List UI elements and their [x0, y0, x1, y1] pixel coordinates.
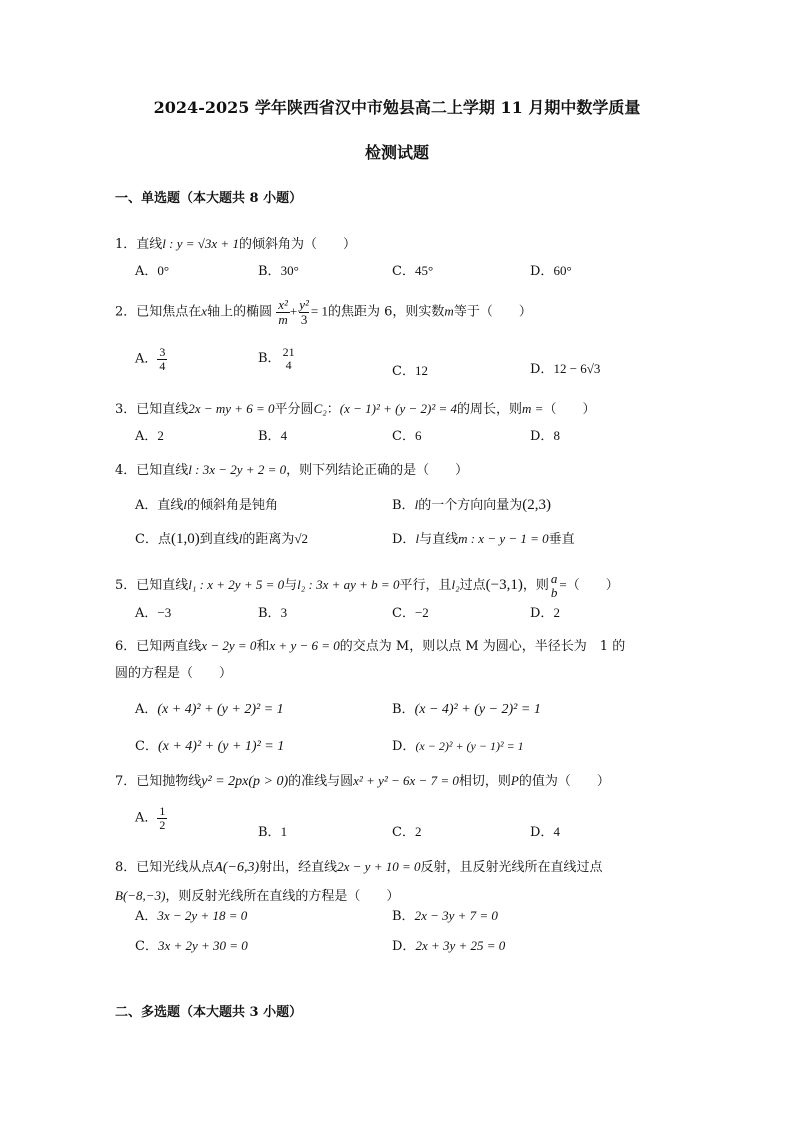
- question-4: 4．已知直线l : 3x − 2y + 2 = 0，则下列结论正确的是（ ）: [115, 462, 469, 478]
- option-d: D．2x + 3y + 25 = 0: [392, 938, 506, 954]
- question-number: 7．: [115, 774, 137, 789]
- option-b: B． 21 4: [258, 345, 295, 372]
- question-number: 6．: [115, 639, 137, 654]
- question-8-line-2: B(−8,−3)，则反射光线所在直线的方程是（ ）: [115, 888, 400, 904]
- question-number: 5．: [115, 578, 137, 594]
- option-b: B．l的一个方向向量为(2,3): [392, 497, 551, 513]
- option-b: B．3: [258, 605, 288, 621]
- question-number: 1．: [115, 237, 137, 252]
- section-heading-multiple-choice: 二、多选题（本大题共 3 小题）: [115, 1005, 303, 1020]
- question-3: 3．已知直线2x − my + 6 = 0平分圆C₂：(x − 1)² + (y − 2)² = 4的周长，则m =（ ）: [115, 401, 596, 417]
- question-number: 8．: [115, 860, 137, 875]
- option-d: D．8: [530, 428, 560, 444]
- question-number: 3．: [115, 402, 137, 417]
- fraction: $\frac{\text{y²}}{3}$: [299, 297, 309, 327]
- option-c: C．45°: [392, 263, 434, 279]
- option-a: A．2: [135, 428, 164, 444]
- option-c: C．2: [392, 824, 422, 840]
- math-expression: l : y = √3x + 1: [162, 236, 239, 251]
- question-6: 6．已知两直线x − 2y = 0和x + y − 6 = 0的交点为 M，则以点 M 为圆心，半径长为 1 的: [115, 638, 626, 654]
- question-5: 5．已知直线l₁ : x + 2y + 5 = 0与l₂ : 3x + ay + b = 0平行，且l₂过点(−3,1)，则 a b =（ ）: [115, 571, 619, 600]
- question-2: 2．已知焦点在x轴上的椭圆 $\frac{\text{x²}}{m}$ + $\frac{\text{y²}}{3}$ = 1的焦距为 6，则实数m等于（ ）: [115, 297, 532, 327]
- option-b: B．30°: [258, 263, 299, 279]
- option-a: A． $\frac{3}{4}$: [135, 345, 166, 373]
- question-7: 7．已知抛物线y² = 2px(p > 0)的准线与圆x² + y² − 6x − 7 = 0相切，则P的值为（ ）: [115, 773, 610, 789]
- option-d: D．12 − 6√3: [530, 361, 601, 377]
- option-c: C．3x + 2y + 30 = 0: [135, 938, 248, 954]
- question-6-line-2: 圆的方程是（ ）: [115, 666, 233, 681]
- option-c: C．(x + 4)² + (y + 1)² = 1: [135, 739, 285, 754]
- question-number: 2．: [115, 304, 137, 320]
- option-d: D．(x − 2)² + (y − 1)² = 1: [392, 739, 524, 754]
- fraction: $\frac{\text{x²}}{m}$: [278, 297, 288, 327]
- option-c: C．6: [392, 428, 422, 444]
- question-number: 4．: [115, 463, 137, 478]
- option-d: D．2: [530, 605, 560, 621]
- question-8: 8．已知光线从点A(−6,3)射出，经直线2x − y + 10 = 0反射，且反射光线所在直线过点: [115, 859, 603, 875]
- section-heading-single-choice: 一、单选题（本大题共 8 小题）: [115, 191, 303, 206]
- option-d: D．l与直线m : x − y − 1 = 0垂直: [392, 531, 575, 547]
- option-d: D．60°: [530, 263, 572, 279]
- page-subtitle: 检测试题: [364, 143, 429, 162]
- option-d: D．4: [530, 824, 560, 840]
- option-a: A．直线l的倾斜角是钝角: [135, 497, 279, 513]
- option-c: C．12: [392, 363, 428, 379]
- option-a: A．(x + 4)² + (y + 2)² = 1: [135, 702, 284, 717]
- option-a: A．3x − 2y + 18 = 0: [135, 908, 248, 924]
- option-c: C．点(1,0)到直线l的距离为√2: [135, 531, 309, 547]
- option-b: B．(x − 4)² + (y − 2)² = 1: [392, 702, 541, 717]
- option-a: A． $\frac{1}{2}$: [135, 804, 166, 832]
- option-c: C．−2: [392, 605, 429, 621]
- option-b: B．1: [258, 824, 288, 840]
- option-a: A．−3: [135, 605, 172, 621]
- option-b: B．4: [258, 428, 288, 444]
- page-title: 2024-2025 学年陕西省汉中市勉县高二上学期 11 月期中数学质量: [153, 98, 641, 117]
- option-b: B．2x − 3y + 7 = 0: [392, 908, 498, 924]
- question-1: 1．直线l : y = √3x + 1的倾斜角为（ ）: [115, 236, 356, 252]
- option-a: A．0°: [135, 263, 170, 279]
